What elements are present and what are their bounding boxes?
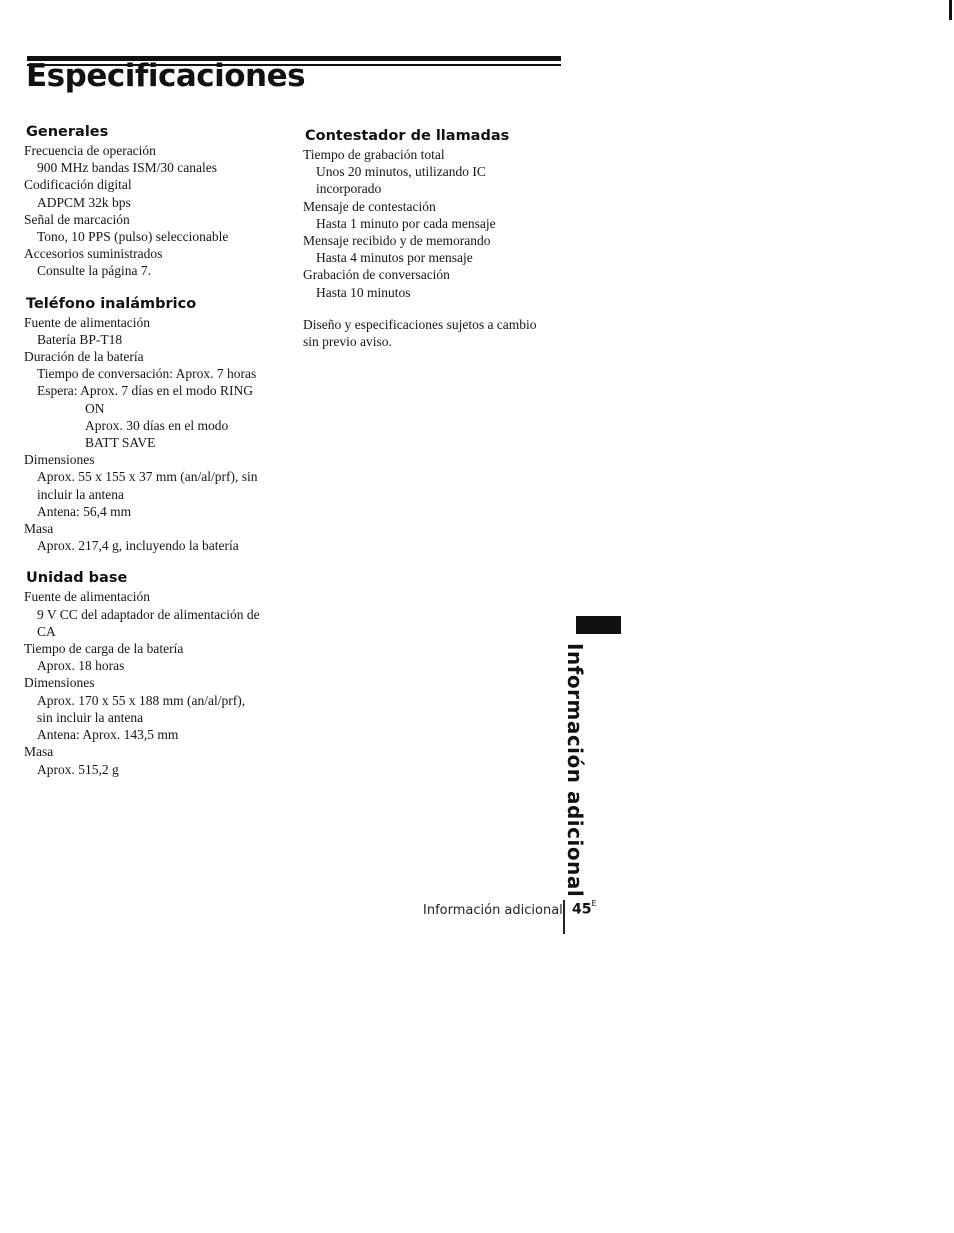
page-number-value: 45 bbox=[572, 901, 592, 918]
spec-item bbox=[24, 211, 289, 245]
spec-value: Antena: Aprox. 143,5 mm bbox=[37, 727, 179, 743]
spec-label: Masa bbox=[24, 521, 54, 537]
spec-item bbox=[303, 198, 568, 232]
page-title: Especificaciones bbox=[26, 58, 306, 94]
section-generales bbox=[24, 122, 289, 280]
spec-item bbox=[24, 520, 289, 554]
spec-value: Aprox. 515,2 g bbox=[37, 761, 119, 777]
section-heading-contestador: Contestador de llamadas bbox=[305, 128, 510, 144]
spec-value: Hasta 10 minutos bbox=[316, 284, 411, 300]
section-heading-generales: Generales bbox=[26, 124, 109, 140]
disclaimer-line: Diseño y especificaciones sujetos a cambio bbox=[303, 316, 537, 332]
spec-label: Dimensiones bbox=[24, 675, 95, 691]
spec-value: incorporado bbox=[316, 181, 382, 197]
spec-value: sin incluir la antena bbox=[37, 709, 144, 725]
spec-value: ADPCM 32k bps bbox=[37, 194, 131, 210]
spec-value: CA bbox=[37, 623, 56, 639]
spec-value: Batería BP-T18 bbox=[37, 331, 123, 347]
spec-value: BATT SAVE bbox=[85, 435, 156, 451]
spec-value: Aprox. 18 horas bbox=[37, 658, 125, 674]
page-number-suffix: E bbox=[591, 899, 597, 908]
spec-label: Tiempo de carga de la batería bbox=[24, 641, 184, 657]
spec-item bbox=[24, 245, 289, 279]
spec-value: Aprox. 30 días en el modo bbox=[85, 417, 229, 433]
spec-value: 9 V CC del adaptador de alimentación de bbox=[37, 606, 260, 622]
spec-value: Aprox. 55 x 155 x 37 mm (an/al/prf), sin bbox=[37, 469, 258, 485]
spec-item bbox=[303, 266, 568, 300]
spec-label: Fuente de alimentación bbox=[24, 314, 150, 330]
spec-value: Hasta 1 minuto por cada mensaje bbox=[316, 215, 496, 231]
spec-value: Unos 20 minutos, utilizando IC bbox=[316, 164, 486, 180]
spec-label: Accesorios suministrados bbox=[24, 246, 163, 262]
section-unidad-base bbox=[24, 568, 289, 777]
spec-item bbox=[24, 674, 289, 743]
spec-item bbox=[24, 142, 289, 176]
spec-label: Masa bbox=[24, 744, 54, 760]
spec-item bbox=[24, 743, 289, 777]
spec-value: 900 MHz bandas ISM/30 canales bbox=[37, 160, 217, 176]
spec-item bbox=[24, 588, 289, 640]
section-heading-unidad-base: Unidad base bbox=[26, 570, 128, 587]
spec-value: Aprox. 170 x 55 x 188 mm (an/al/prf), bbox=[37, 692, 246, 708]
spec-item bbox=[24, 451, 289, 520]
section-telefono bbox=[24, 294, 289, 555]
spec-value: Hasta 4 minutos por mensaje bbox=[316, 250, 473, 266]
spec-item bbox=[24, 176, 289, 210]
spec-label: Frecuencia de operación bbox=[24, 143, 156, 158]
spec-value: incluir la antena bbox=[37, 486, 124, 502]
disclaimer-note bbox=[303, 316, 568, 350]
page-number bbox=[572, 901, 597, 918]
section-gap bbox=[24, 280, 289, 294]
page-edge-mark bbox=[949, 0, 952, 20]
spec-label: Grabación de conversación bbox=[303, 267, 450, 283]
spec-item bbox=[24, 640, 289, 674]
right-column bbox=[303, 126, 568, 350]
spec-item bbox=[303, 232, 568, 266]
spec-value: Antena: 56,4 mm bbox=[37, 503, 132, 519]
spec-item bbox=[24, 314, 289, 348]
spec-item bbox=[24, 348, 289, 451]
footer-divider bbox=[563, 900, 565, 934]
spec-item bbox=[303, 146, 568, 198]
spec-label: Codificación digital bbox=[24, 177, 132, 193]
section-contestador bbox=[303, 126, 568, 301]
spec-value: Tono, 10 PPS (pulso) seleccionable bbox=[37, 229, 229, 245]
spec-value: Consulte la página 7. bbox=[37, 263, 151, 279]
footer-section-label: Información adicional bbox=[423, 903, 563, 918]
section-tab-marker bbox=[576, 616, 621, 634]
section-heading-telefono: Teléfono inalámbrico bbox=[26, 295, 197, 312]
spec-label: Dimensiones bbox=[24, 452, 95, 468]
spec-label: Duración de la batería bbox=[24, 349, 144, 365]
section-gap bbox=[24, 554, 289, 568]
spec-value: Tiempo de conversación: Aprox. 7 horas bbox=[37, 366, 257, 382]
section-tab-label: Información adicional bbox=[563, 643, 587, 898]
spec-label: Tiempo de grabación total bbox=[303, 147, 445, 162]
spec-label: Fuente de alimentación bbox=[24, 589, 150, 605]
spec-value: Aprox. 217,4 g, incluyendo la batería bbox=[37, 538, 239, 554]
spec-label: Señal de marcación bbox=[24, 211, 130, 227]
left-column bbox=[24, 122, 289, 778]
spec-label: Mensaje recibido y de memorando bbox=[303, 233, 491, 249]
spec-label: Mensaje de contestación bbox=[303, 198, 436, 214]
disclaimer-line: sin previo aviso. bbox=[303, 334, 392, 350]
spec-value: Espera: Aprox. 7 días en el modo RING bbox=[37, 383, 253, 399]
spec-value: ON bbox=[85, 400, 105, 416]
